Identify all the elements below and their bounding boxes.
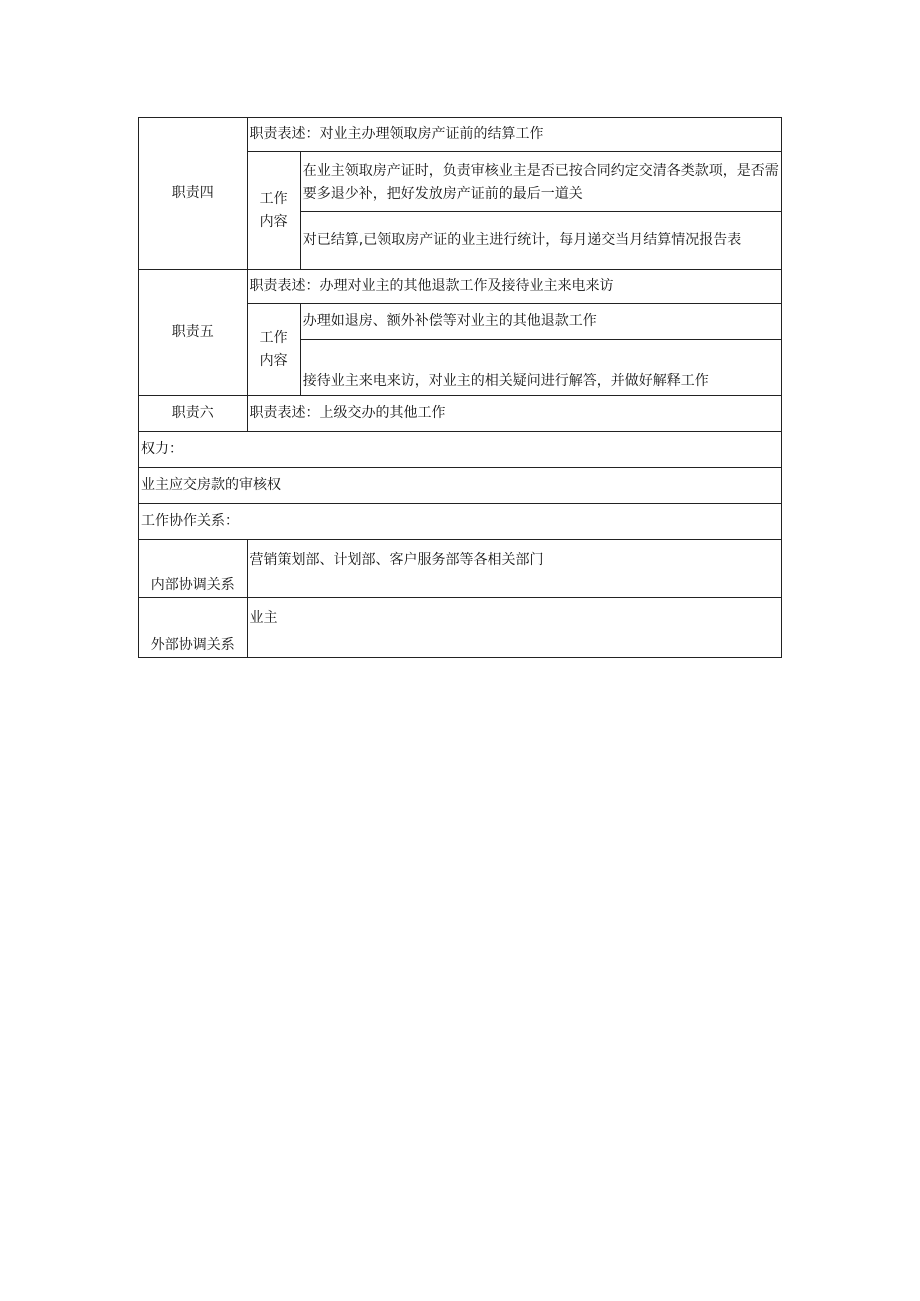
external-relation-label: 外部协调关系 <box>139 598 248 658</box>
authority-content-row <box>139 468 782 504</box>
duty-5-description-row <box>139 270 782 304</box>
authority-content: 业主应交房款的审核权 <box>139 468 782 504</box>
internal-relation-value: 营销策划部、计划部、客户服务部等各相关部门 <box>247 540 781 598</box>
duty-4-work-label-line2: 内容 <box>259 213 288 230</box>
duty-5-name: 职责五 <box>139 270 248 396</box>
duty-4-task-1: 在业主领取房产证时，负责审核业主是否已按合同约定交清各类款项，是否需要多退少补，把好发放房产证前的最后一道关 <box>300 152 781 212</box>
relations-heading-row <box>139 504 782 540</box>
duty-4-name: 职责四 <box>139 118 248 270</box>
duty-4-task-2: 对已结算,已领取房产证的业主进行统计，每月递交当月结算情况报告表 <box>300 212 781 270</box>
duty-5-work-label-line2: 内容 <box>259 352 288 369</box>
duty-4-description-row <box>139 118 782 152</box>
duty-4-work-label-line1: 工作 <box>259 190 288 207</box>
duty-6-row <box>139 396 782 432</box>
duty-5-task-1: 办理如退房、额外补偿等对业主的其他退款工作 <box>300 304 781 340</box>
duty-5-task-2: 接待业主来电来访，对业主的相关疑问进行解答，并做好解释工作 <box>300 340 781 396</box>
authority-heading: 权力： <box>139 432 782 468</box>
authority-heading-row <box>139 432 782 468</box>
internal-relation-row <box>139 540 782 598</box>
external-relation-value: 业主 <box>247 598 781 658</box>
duty-4-work-label <box>247 152 300 270</box>
relations-heading: 工作协作关系： <box>139 504 782 540</box>
duty-6-description: 职责表述：上级交办的其他工作 <box>247 396 781 432</box>
duty-5-work-label <box>247 304 300 396</box>
duty-6-name: 职责六 <box>139 396 248 432</box>
external-relation-row <box>139 598 782 658</box>
duty-5-work-label-line1: 工作 <box>259 329 288 346</box>
duty-4-description: 职责表述：对业主办理领取房产证前的结算工作 <box>247 118 781 152</box>
internal-relation-label: 内部协调关系 <box>139 540 248 598</box>
duty-5-description: 职责表述：办理对业主的其他退款工作及接待业主来电来访 <box>247 270 781 304</box>
job-duty-table <box>138 117 782 658</box>
